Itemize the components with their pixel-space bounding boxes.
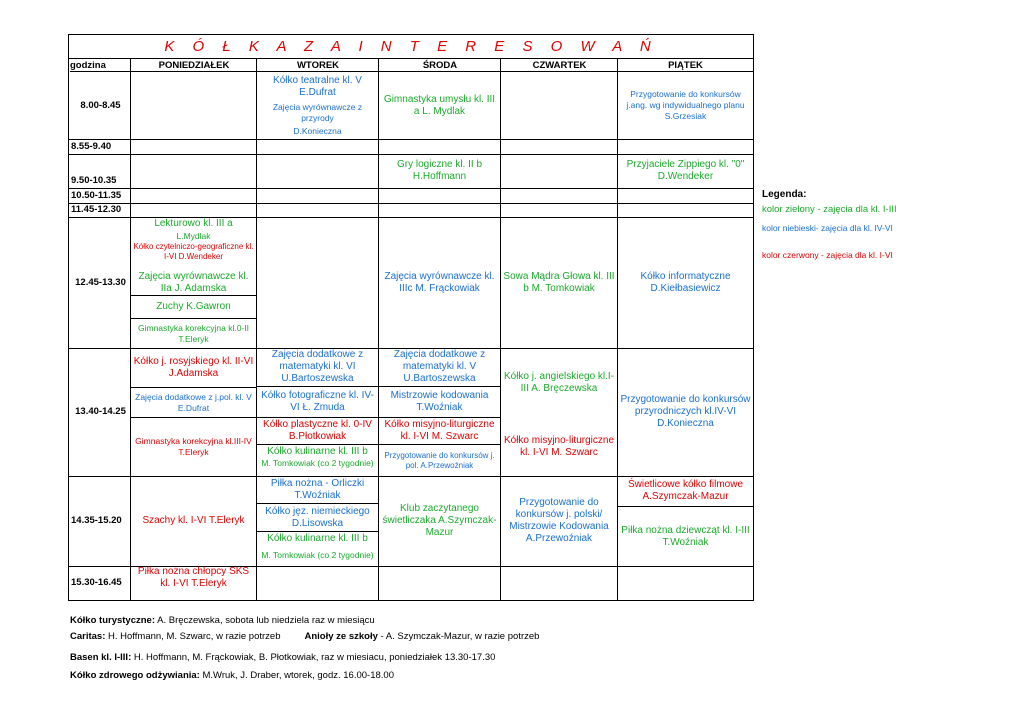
- activity-cell: Piłka nożna - Orliczki T.Woźniak: [270, 477, 365, 501]
- activity-cell: Przygotowanie do konkursów przyrodniczych kl.IV-VI D.Konieczna: [620, 394, 751, 429]
- activity-cell: Przygotowanie do konkursów j. pol. A.Przewoźniak: [384, 450, 495, 470]
- activity-cell: Przyjaciele Zippiego kl. "0" D.Wendeker: [626, 159, 745, 182]
- time-slot: 14.35-15.20: [71, 515, 122, 526]
- activity-cell: Gimnastyka korekcyjna kl.III-IV T.Eleryk: [135, 436, 252, 457]
- activity-cell: Mistrzowie kodowania T.Woźniak: [390, 390, 489, 413]
- activity-cell: Zajęcia wyrównawcze kl. IIa J. Adamska: [138, 271, 249, 294]
- activity-cell: Zuchy K.Gawron: [156, 301, 231, 312]
- activity-cell: M. Tomkowiak (co 2 tygodnie): [261, 458, 374, 468]
- activity-cell: Świetlicowe kółko filmowe A.Szymczak-Mazur: [627, 479, 744, 502]
- activity-cell: Kółko j. angielskiego kl.I-III A. Bręczewska: [503, 371, 615, 394]
- header-czwartek: CZWARTEK: [501, 59, 618, 72]
- activity-cell: Kółko jęz. niemieckiego D.Lisowska: [265, 505, 370, 529]
- row-line: [69, 188, 753, 189]
- activity-cell: Kółko kulinarne kl. III b: [267, 445, 368, 457]
- activity-cell: Sowa Mądra Głowa kl. III b M. Tomkowiak: [503, 270, 615, 294]
- time-slot: 13.40-14.25: [75, 406, 126, 417]
- activity-cell: Kółko teatralne kl. V E.Dufrat: [273, 75, 362, 98]
- footer-note: Caritas: H. Hoffmann, M. Szwarc, w razie potrzeb Anioły ze szkoły - A. Szymczak-Mazur, w razie potrzeb: [70, 631, 540, 642]
- activity-cell: Zajęcia wyrównawcze kl. IIIc M. Frąckowiak: [384, 270, 495, 294]
- time-slot: 15.30-16.45: [71, 577, 122, 588]
- activity-cell: Przygotowanie do konkursów j.ang. wg indywidualnego planu S.Grzesiak: [626, 89, 745, 121]
- row-line: [69, 139, 753, 140]
- time-slot: 8.00-8.45: [80, 100, 121, 111]
- activity-cell: Zajęcia dodatkowe z j.pol. kl. V E.Dufrat: [135, 391, 252, 413]
- footer-note: Basen kl. I-III: H. Hoffmann, M. Frąckowiak, B. Płotkowiak, raz w miesiacu, poniedziałek 13.30-17.30: [70, 652, 496, 663]
- activity-cell: Piłka nożna dziewcząt kl. I-III T.Woźniak: [621, 524, 750, 548]
- activity-cell: Kółko misyjno-liturgiczne kl. I-VI M. Szwarc: [384, 419, 495, 442]
- row-line: [69, 154, 753, 155]
- activity-cell: D.Konieczna: [293, 126, 342, 136]
- activity-cell: Gimnastyka korekcyjna kl.0-II T.Eleryk: [137, 322, 249, 344]
- schedule-table: [68, 34, 754, 601]
- activity-cell: Zajęcia wyrównawcze z przyrody: [272, 102, 363, 123]
- activity-cell: Zajęcia dodatkowe z matematyki kl. VI U.Bartoszewska: [271, 349, 364, 384]
- activity-cell: Zajęcia dodatkowe z matematyki kl. V U.Bartoszewska: [393, 349, 486, 384]
- header-godzina: godzina: [70, 59, 131, 72]
- activity-cell: Kółko j. rosyjskiego kl. II-VI J.Adamska: [133, 355, 254, 379]
- time-slot: 11.45-12.30: [71, 204, 122, 215]
- header-piatek: PIĄTEK: [618, 59, 753, 72]
- legend-title: Legenda:: [762, 189, 807, 200]
- activity-cell: Piłka nożna chłopcy SKS kl. I-VI T.Eleryk: [137, 566, 250, 589]
- activity-cell: Przygotowanie do konkursów j. polski/ Mistrzowie Kodowania A.Przewoźniak: [509, 497, 609, 544]
- activity-cell: Kółko informatyczne D.Kiełbasiewicz: [640, 270, 731, 294]
- header-poniedzialek: PONIEDZIAŁEK: [131, 59, 257, 72]
- activity-cell: Kółko czytelniczo-geograficzne kl. I-VI D.Wendeker: [133, 242, 254, 261]
- time-slot: 8.55-9.40: [71, 141, 112, 152]
- activity-cell: Kółko misyjno-liturgiczne kl. I-VI M. Szwarc: [503, 435, 615, 458]
- time-slot: 9.50-10.35: [71, 175, 117, 186]
- legend-red: kolor czerwony - zajęcia dla kl. I-VI: [762, 250, 893, 260]
- footer-note: Kółko zdrowego odżywiania: M.Wruk, J. Draber, wtorek, godz. 16.00-18.00: [70, 670, 394, 681]
- footer-note: Kółko turystyczne: A. Bręczewska, sobota lub niedziela raz w miesiącu: [70, 615, 375, 626]
- activity-cell: Gry logiczne kl. II b H.Hoffmann: [396, 159, 483, 182]
- activity-cell: Szachy kl. I-VI T.Eleryk: [142, 515, 245, 526]
- activity-cell: Kółko fotograficzne kl. IV-VI Ł. Zmuda: [261, 390, 374, 413]
- activity-cell: Gimnastyka umysłu kl. III a L. Mydlak: [383, 93, 496, 117]
- page-title: K Ó Ł K A Z A I N T E R E S O W A Ń: [69, 35, 753, 59]
- activity-cell: Kółko kulinarne kl. III b: [267, 532, 368, 544]
- activity-cell: L.Mydlak: [176, 230, 211, 241]
- activity-cell: Lekturowo kl. III a: [154, 218, 233, 229]
- activity-cell: Klub zaczytanego świetliczaka A.Szymczak-Mazur: [382, 503, 497, 538]
- time-slot: 12.45-13.30: [75, 277, 126, 288]
- legend-green: kolor zielony - zajęcia dla kl. I-III: [762, 204, 897, 215]
- activity-cell: Kółko plastyczne kl. 0-IV B.Płotkowiak: [263, 419, 372, 442]
- legend-blue: kolor niebieski- zajęcia dla kl. IV-VI: [762, 223, 893, 233]
- row-line: [69, 203, 753, 204]
- activity-cell: M. Tomkowiak (co 2 tygodnie): [261, 550, 374, 560]
- time-slot: 10.50-11.35: [71, 190, 122, 201]
- header-wtorek: WTOREK: [257, 59, 379, 72]
- header-sroda: ŚRODA: [379, 59, 501, 72]
